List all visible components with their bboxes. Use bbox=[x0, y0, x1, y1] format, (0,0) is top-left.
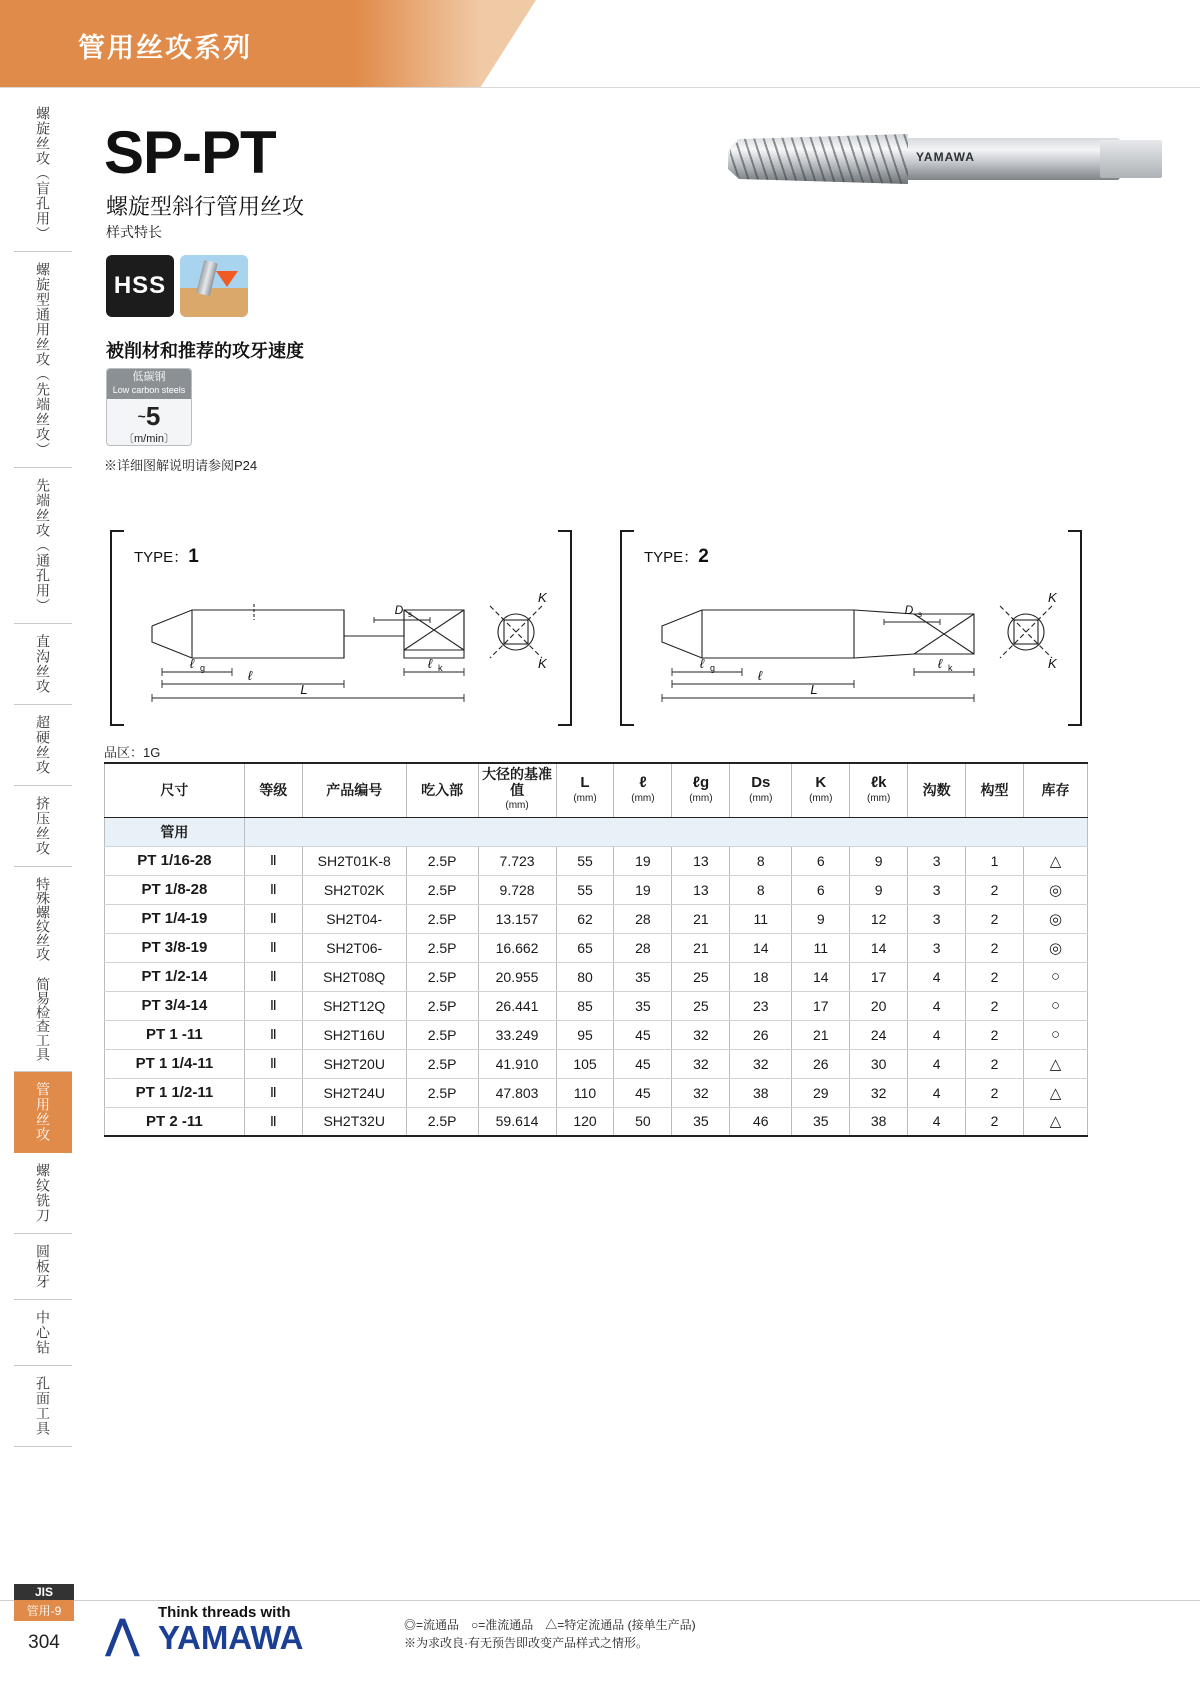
rail-item-label: 螺旋丝攻（盲孔用） bbox=[35, 106, 51, 241]
cell-ds: 46 bbox=[730, 1107, 792, 1136]
cell-L: 120 bbox=[556, 1107, 614, 1136]
cell-grade: Ⅱ bbox=[244, 846, 302, 875]
cell-stock: ○ bbox=[1024, 991, 1088, 1020]
cell-major: 16.662 bbox=[478, 933, 556, 962]
cell-stock: △ bbox=[1024, 1078, 1088, 1107]
product-name: 螺旋型斜行管用丝攻 bbox=[106, 194, 305, 219]
col-L-unit: (mm) bbox=[573, 792, 597, 804]
category-rail bbox=[14, 96, 74, 1576]
cell-type: 2 bbox=[966, 991, 1024, 1020]
page-title: 管用丝攻系列 bbox=[78, 33, 252, 63]
cell-k: 11 bbox=[792, 933, 850, 962]
col-lg-title: ℓg bbox=[692, 773, 710, 791]
cell-major: 33.249 bbox=[478, 1020, 556, 1049]
cell-lg: 35 bbox=[672, 1107, 730, 1136]
feature-label: 样式特长 bbox=[106, 224, 162, 240]
cell-k: 9 bbox=[792, 904, 850, 933]
rail-item-round-die[interactable] bbox=[14, 1234, 72, 1300]
cell-lg: 32 bbox=[672, 1078, 730, 1107]
cell-major: 26.441 bbox=[478, 991, 556, 1020]
col-major-unit: (mm) bbox=[505, 800, 529, 812]
cell-L: 62 bbox=[556, 904, 614, 933]
cell-flutes: 4 bbox=[908, 1107, 966, 1136]
rail-item-label: 直沟丝攻 bbox=[35, 634, 51, 694]
table-row[interactable] bbox=[105, 1020, 1088, 1049]
cell-L: 85 bbox=[556, 991, 614, 1020]
col-lg bbox=[672, 763, 730, 817]
cell-chamfer: 2.5P bbox=[406, 991, 478, 1020]
table-row[interactable] bbox=[105, 1078, 1088, 1107]
cell-stock: △ bbox=[1024, 1049, 1088, 1078]
cell-ds: 8 bbox=[730, 846, 792, 875]
cell-ds: 32 bbox=[730, 1049, 792, 1078]
cell-L: 55 bbox=[556, 846, 614, 875]
cell-L: 80 bbox=[556, 962, 614, 991]
cell-size: PT 1/16-28 bbox=[105, 846, 245, 875]
type-1-drawing bbox=[134, 574, 552, 714]
cell-stock: △ bbox=[1024, 846, 1088, 875]
col-lg-unit: (mm) bbox=[689, 792, 713, 804]
cell-lg: 25 bbox=[672, 991, 730, 1020]
jis-badge bbox=[14, 1584, 74, 1621]
cell-type: 2 bbox=[966, 1049, 1024, 1078]
col-lk-title: ℓk bbox=[870, 773, 887, 791]
speed-unit: 〔m/min〕 bbox=[123, 433, 175, 445]
cell-l: 19 bbox=[614, 875, 672, 904]
svg-text:g: g bbox=[200, 663, 206, 673]
cell-lk: 24 bbox=[850, 1020, 908, 1049]
group-label: 管用 bbox=[105, 817, 245, 846]
type-2-diagram-box bbox=[620, 530, 1082, 726]
rail-item-spiral-through[interactable] bbox=[14, 252, 72, 468]
cell-code: SH2T16U bbox=[302, 1020, 406, 1049]
col-lk bbox=[850, 763, 908, 817]
cell-code: SH2T02K bbox=[302, 875, 406, 904]
svg-text:D: D bbox=[394, 603, 404, 617]
type-2-label: TYPE： bbox=[644, 549, 699, 566]
footer-divider bbox=[0, 1600, 1200, 1601]
cell-chamfer: 2.5P bbox=[406, 1020, 478, 1049]
cell-lg: 21 bbox=[672, 904, 730, 933]
cell-lg: 32 bbox=[672, 1049, 730, 1078]
product-code: SP-PT bbox=[104, 119, 276, 186]
cell-lk: 14 bbox=[850, 933, 908, 962]
rail-item-label: 中心钻 bbox=[35, 1310, 51, 1355]
cell-L: 65 bbox=[556, 933, 614, 962]
cell-ds: 23 bbox=[730, 991, 792, 1020]
cell-major: 41.910 bbox=[478, 1049, 556, 1078]
cell-l: 35 bbox=[614, 991, 672, 1020]
type-1-label: TYPE： bbox=[134, 549, 189, 566]
rail-item-straight-flute[interactable] bbox=[14, 624, 72, 705]
cell-flutes: 4 bbox=[908, 962, 966, 991]
legend-line-1: ◎=流通品 ○=准流通品 △=特定流通品 (接单生产品) bbox=[404, 1618, 696, 1632]
cell-flutes: 3 bbox=[908, 933, 966, 962]
type-1-number: 1 bbox=[188, 546, 199, 567]
col-L bbox=[556, 763, 614, 817]
table-header-row bbox=[105, 763, 1088, 817]
hss-badge: HSS bbox=[106, 255, 174, 317]
group-blank bbox=[244, 817, 1087, 846]
col-l bbox=[614, 763, 672, 817]
zone-label: 品区：1G bbox=[104, 745, 161, 760]
cell-lk: 30 bbox=[850, 1049, 908, 1078]
cell-lk: 17 bbox=[850, 962, 908, 991]
cell-size: PT 1 1/2-11 bbox=[105, 1078, 245, 1107]
cell-type: 2 bbox=[966, 1107, 1024, 1136]
footer-brand-name: YAMAWA bbox=[158, 1619, 304, 1656]
cell-flutes: 3 bbox=[908, 875, 966, 904]
svg-text:s: s bbox=[918, 610, 922, 619]
cell-code: SH2T12Q bbox=[302, 991, 406, 1020]
col-flutes: 沟数 bbox=[908, 763, 966, 817]
cell-grade: Ⅱ bbox=[244, 933, 302, 962]
col-chamfer: 吃入部 bbox=[406, 763, 478, 817]
svg-text:K: K bbox=[538, 590, 547, 605]
cell-l: 35 bbox=[614, 962, 672, 991]
cell-major: 7.723 bbox=[478, 846, 556, 875]
cell-k: 6 bbox=[792, 875, 850, 904]
cell-ds: 26 bbox=[730, 1020, 792, 1049]
cell-type: 2 bbox=[966, 933, 1024, 962]
svg-text:ℓ: ℓ bbox=[247, 668, 253, 683]
rail-item-label: 挤压丝攻 bbox=[35, 796, 51, 856]
type-1-diagram-box bbox=[110, 530, 572, 726]
cell-flutes: 3 bbox=[908, 846, 966, 875]
cell-chamfer: 2.5P bbox=[406, 846, 478, 875]
cell-l: 45 bbox=[614, 1049, 672, 1078]
svg-text:s: s bbox=[408, 610, 412, 619]
cell-size: PT 1/4-19 bbox=[105, 904, 245, 933]
cell-L: 55 bbox=[556, 875, 614, 904]
cell-type: 2 bbox=[966, 875, 1024, 904]
col-lk-unit: (mm) bbox=[867, 792, 891, 804]
rail-item-label: 管用丝攻 bbox=[35, 1082, 51, 1142]
cell-flutes: 4 bbox=[908, 1049, 966, 1078]
rail-item-thread-mill[interactable] bbox=[14, 1153, 72, 1234]
cell-size: PT 1 1/4-11 bbox=[105, 1049, 245, 1078]
cell-ds: 38 bbox=[730, 1078, 792, 1107]
cell-major: 13.157 bbox=[478, 904, 556, 933]
table-group-row bbox=[105, 817, 1088, 846]
cell-L: 105 bbox=[556, 1049, 614, 1078]
cell-code: SH2T08Q bbox=[302, 962, 406, 991]
speed-material-en: Low carbon steels bbox=[112, 385, 186, 395]
cell-grade: Ⅱ bbox=[244, 962, 302, 991]
col-code: 产品编号 bbox=[302, 763, 406, 817]
svg-text:K: K bbox=[1048, 590, 1057, 605]
cell-size: PT 3/8-19 bbox=[105, 933, 245, 962]
cell-lk: 38 bbox=[850, 1107, 908, 1136]
legend-line-2: ※为求改良·有无预告即改变产品样式之情形。 bbox=[404, 1636, 648, 1650]
product-photo bbox=[720, 112, 1160, 208]
cell-lg: 21 bbox=[672, 933, 730, 962]
cell-type: 2 bbox=[966, 1078, 1024, 1107]
svg-text:k: k bbox=[438, 663, 443, 673]
cell-lk: 9 bbox=[850, 875, 908, 904]
cell-flutes: 3 bbox=[908, 904, 966, 933]
rail-item-carbide[interactable] bbox=[14, 705, 72, 786]
col-major-title: 大径的基准值 bbox=[482, 766, 553, 799]
cell-k: 35 bbox=[792, 1107, 850, 1136]
cell-grade: Ⅱ bbox=[244, 1020, 302, 1049]
cell-chamfer: 2.5P bbox=[406, 875, 478, 904]
cell-size: PT 1/8-28 bbox=[105, 875, 245, 904]
cell-lg: 13 bbox=[672, 846, 730, 875]
col-grade: 等级 bbox=[244, 763, 302, 817]
cell-type: 1 bbox=[966, 846, 1024, 875]
cell-k: 26 bbox=[792, 1049, 850, 1078]
table-body bbox=[105, 817, 1088, 1136]
jis-subcode: 管用-9 bbox=[14, 1600, 74, 1621]
cell-lk: 20 bbox=[850, 991, 908, 1020]
svg-text:ℓ: ℓ bbox=[699, 656, 705, 671]
cell-L: 95 bbox=[556, 1020, 614, 1049]
cell-k: 21 bbox=[792, 1020, 850, 1049]
cell-l: 45 bbox=[614, 1020, 672, 1049]
cell-grade: Ⅱ bbox=[244, 1049, 302, 1078]
cell-grade: Ⅱ bbox=[244, 991, 302, 1020]
col-type: 构型 bbox=[966, 763, 1024, 817]
yamawa-logo-icon: ⋀ bbox=[106, 1613, 139, 1657]
speed-heading: 被削材和推荐的攻牙速度 bbox=[106, 341, 304, 361]
cell-k: 17 bbox=[792, 991, 850, 1020]
cell-ds: 18 bbox=[730, 962, 792, 991]
cell-code: SH2T32U bbox=[302, 1107, 406, 1136]
cell-k: 6 bbox=[792, 846, 850, 875]
cell-stock: ◎ bbox=[1024, 875, 1088, 904]
cell-grade: Ⅱ bbox=[244, 904, 302, 933]
cell-chamfer: 2.5P bbox=[406, 1049, 478, 1078]
svg-text:ℓ: ℓ bbox=[189, 656, 195, 671]
col-stock: 库存 bbox=[1024, 763, 1088, 817]
spec-table bbox=[104, 762, 1088, 1137]
cell-code: SH2T24U bbox=[302, 1078, 406, 1107]
type-2-drawing bbox=[644, 574, 1062, 714]
rail-item-label: 螺纹铣刀 bbox=[35, 1163, 51, 1223]
footer-brand bbox=[106, 1604, 406, 1655]
cell-l: 28 bbox=[614, 904, 672, 933]
table-row[interactable] bbox=[105, 991, 1088, 1020]
svg-text:ℓ: ℓ bbox=[427, 656, 433, 671]
rail-item-label: 孔面工具 bbox=[35, 1376, 51, 1436]
speed-material-cn: 低碳钢 bbox=[132, 371, 166, 383]
svg-text:D: D bbox=[904, 603, 914, 617]
cell-l: 19 bbox=[614, 846, 672, 875]
cell-stock: ○ bbox=[1024, 1020, 1088, 1049]
cell-major: 20.955 bbox=[478, 962, 556, 991]
cell-flutes: 4 bbox=[908, 1078, 966, 1107]
svg-text:K: K bbox=[538, 656, 547, 671]
rail-item-special-gauge[interactable] bbox=[14, 867, 72, 1072]
col-size: 尺寸 bbox=[105, 763, 245, 817]
rail-item-hole-surface-tool[interactable] bbox=[14, 1366, 72, 1447]
page-number: 304 bbox=[28, 1632, 60, 1653]
cell-size: PT 2 -11 bbox=[105, 1107, 245, 1136]
cell-size: PT 3/4-14 bbox=[105, 991, 245, 1020]
cell-size: PT 1 -11 bbox=[105, 1020, 245, 1049]
cell-stock: △ bbox=[1024, 1107, 1088, 1136]
col-k-title: K bbox=[815, 773, 827, 791]
cell-lg: 32 bbox=[672, 1020, 730, 1049]
speed-card bbox=[106, 368, 192, 446]
col-k-unit: (mm) bbox=[809, 792, 833, 804]
cell-flutes: 4 bbox=[908, 1020, 966, 1049]
svg-text:ℓ: ℓ bbox=[937, 656, 943, 671]
cell-chamfer: 2.5P bbox=[406, 933, 478, 962]
cell-lk: 32 bbox=[850, 1078, 908, 1107]
svg-text:g: g bbox=[710, 663, 716, 673]
rail-item-label: 先端丝攻（通孔用） bbox=[35, 478, 51, 613]
drill-wood-icon bbox=[180, 255, 248, 317]
col-k bbox=[792, 763, 850, 817]
cell-l: 50 bbox=[614, 1107, 672, 1136]
cell-flutes: 4 bbox=[908, 991, 966, 1020]
cell-k: 29 bbox=[792, 1078, 850, 1107]
header-divider bbox=[0, 87, 1200, 88]
cell-code: SH2T06- bbox=[302, 933, 406, 962]
photo-brand-label: YAMAWA bbox=[916, 150, 975, 164]
col-major bbox=[478, 763, 556, 817]
cell-ds: 8 bbox=[730, 875, 792, 904]
cell-stock: ◎ bbox=[1024, 933, 1088, 962]
cell-size: PT 1/2-14 bbox=[105, 962, 245, 991]
table-row[interactable] bbox=[105, 875, 1088, 904]
rail-item-point-tap[interactable] bbox=[14, 468, 72, 624]
cell-chamfer: 2.5P bbox=[406, 1107, 478, 1136]
cell-chamfer: 2.5P bbox=[406, 962, 478, 991]
rail-item-label: 特殊螺纹丝攻 简易检查工具 bbox=[35, 877, 51, 1061]
type-2-number: 2 bbox=[698, 546, 709, 567]
rail-item-spiral-blind[interactable] bbox=[14, 96, 72, 252]
footer-tagline: Think threads with bbox=[158, 1604, 291, 1621]
table-row[interactable] bbox=[105, 1107, 1088, 1136]
rail-item-forming[interactable] bbox=[14, 786, 72, 867]
col-L-title: L bbox=[580, 773, 590, 791]
jis-label: JIS bbox=[14, 1584, 74, 1600]
table-row[interactable] bbox=[105, 1049, 1088, 1078]
cell-ds: 14 bbox=[730, 933, 792, 962]
cell-type: 2 bbox=[966, 962, 1024, 991]
cell-chamfer: 2.5P bbox=[406, 1078, 478, 1107]
cell-type: 2 bbox=[966, 1020, 1024, 1049]
cell-l: 45 bbox=[614, 1078, 672, 1107]
cell-chamfer: 2.5P bbox=[406, 904, 478, 933]
cell-grade: Ⅱ bbox=[244, 1078, 302, 1107]
cell-code: SH2T01K-8 bbox=[302, 846, 406, 875]
cell-major: 9.728 bbox=[478, 875, 556, 904]
cell-major: 59.614 bbox=[478, 1107, 556, 1136]
cell-stock: ◎ bbox=[1024, 904, 1088, 933]
col-ds-title: Ds bbox=[751, 773, 771, 791]
cell-ds: 11 bbox=[730, 904, 792, 933]
cell-stock: ○ bbox=[1024, 962, 1088, 991]
table-row[interactable] bbox=[105, 962, 1088, 991]
rail-item-pipe-tap[interactable] bbox=[14, 1072, 72, 1153]
table-row[interactable] bbox=[105, 904, 1088, 933]
cell-grade: Ⅱ bbox=[244, 1107, 302, 1136]
speed-value: 5 bbox=[145, 401, 161, 431]
cell-l: 28 bbox=[614, 933, 672, 962]
cell-lk: 12 bbox=[850, 904, 908, 933]
speed-tilde: ~ bbox=[137, 408, 146, 424]
cell-code: SH2T20U bbox=[302, 1049, 406, 1078]
rail-item-label: 超硬丝攻 bbox=[35, 715, 51, 775]
svg-text:L: L bbox=[300, 682, 308, 697]
rail-item-label: 圆板牙 bbox=[35, 1244, 51, 1289]
col-l-title: ℓ bbox=[639, 773, 647, 791]
cell-L: 110 bbox=[556, 1078, 614, 1107]
cell-lg: 13 bbox=[672, 875, 730, 904]
cell-code: SH2T04- bbox=[302, 904, 406, 933]
cell-major: 47.803 bbox=[478, 1078, 556, 1107]
table-row[interactable] bbox=[105, 846, 1088, 875]
footer-legend bbox=[404, 1616, 696, 1652]
rail-item-center-drill[interactable] bbox=[14, 1300, 72, 1366]
col-ds-unit: (mm) bbox=[749, 792, 773, 804]
speed-note: ※详细图解说明请参阅P24 bbox=[104, 458, 258, 473]
svg-text:ℓ: ℓ bbox=[757, 668, 763, 683]
svg-text:L: L bbox=[810, 682, 818, 697]
cell-k: 14 bbox=[792, 962, 850, 991]
col-ds bbox=[730, 763, 792, 817]
col-l-unit: (mm) bbox=[631, 792, 655, 804]
cell-lg: 25 bbox=[672, 962, 730, 991]
cell-type: 2 bbox=[966, 904, 1024, 933]
cell-lk: 9 bbox=[850, 846, 908, 875]
rail-item-label: 螺旋型通用丝攻（先端丝攻） bbox=[35, 262, 51, 457]
svg-text:k: k bbox=[948, 663, 953, 673]
cell-grade: Ⅱ bbox=[244, 875, 302, 904]
svg-text:K: K bbox=[1048, 656, 1057, 671]
table-row[interactable] bbox=[105, 933, 1088, 962]
